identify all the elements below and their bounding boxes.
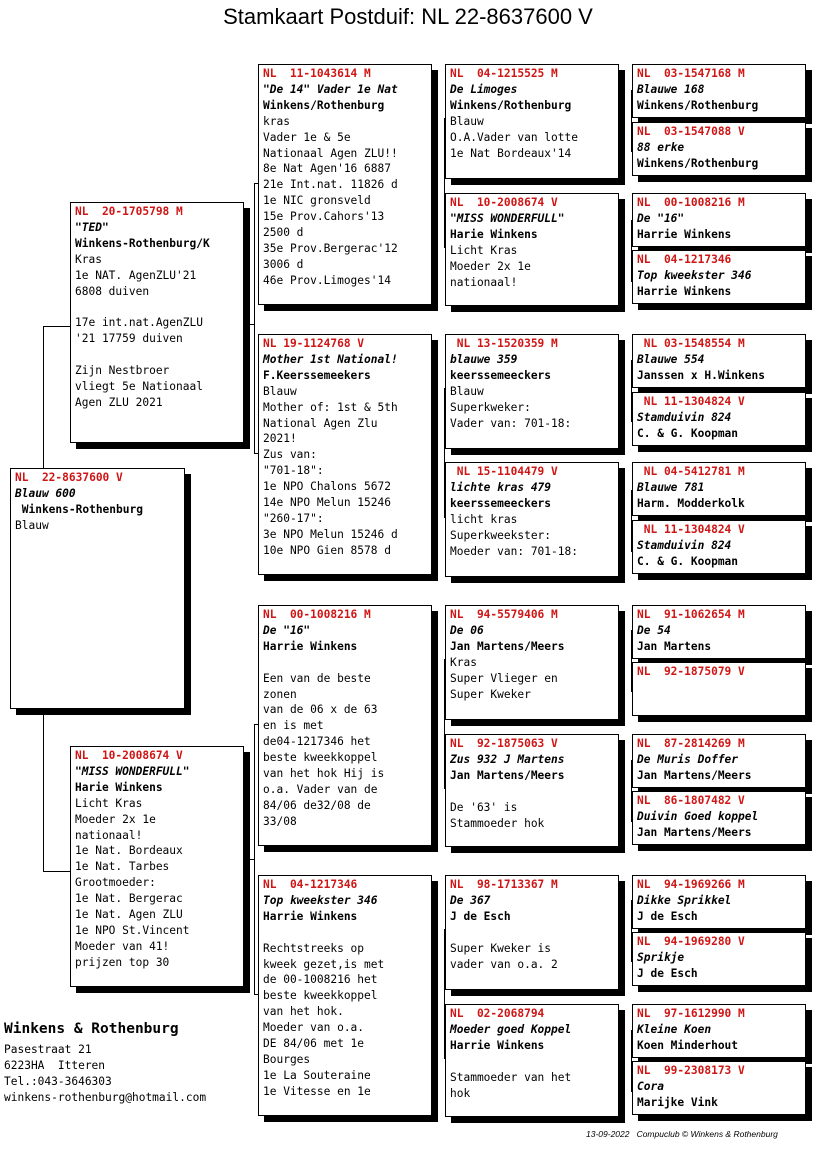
- owner: Winkens/Rothenburg: [450, 98, 572, 112]
- info-line: 1e Nat. Bergerac: [75, 892, 183, 906]
- pigeon-card-gen2: [258, 334, 432, 575]
- connector-line: [254, 183, 255, 453]
- pigeon-name: Top kweekster 346: [263, 893, 378, 907]
- info-line: nationaal!: [450, 275, 518, 289]
- info-line: Moeder 2x 1e: [75, 812, 156, 826]
- info-line: 1e NIC gronsveld: [263, 194, 371, 208]
- info-line: 35e Prov.Bergerac'12: [263, 241, 398, 255]
- info-line: De '63' is: [450, 800, 518, 814]
- pigeon-card-gen4: [632, 64, 806, 118]
- pigeon-name: Blauwe 168: [637, 82, 705, 96]
- info-line: DE 84/06 met 1e: [263, 1037, 365, 1051]
- info-line: Super Kweker is: [450, 941, 552, 955]
- info-line: 84/06 de32/08 de: [263, 798, 371, 812]
- info-line: 1e NPO St.Vincent: [75, 923, 190, 937]
- pigeon-card-gen4: [632, 462, 806, 516]
- owner: keerssemeeckers: [450, 496, 552, 510]
- pigeon-card-gen3: [445, 193, 619, 306]
- pigeon-card-gen4: [632, 193, 806, 247]
- pigeon-card-gen3: [445, 875, 619, 990]
- ring-number: NL 86-1807482 V: [637, 794, 745, 807]
- owner: Marijke Vink: [637, 1095, 718, 1109]
- info-line: Zus van:: [263, 448, 317, 462]
- pigeon-name: De 367: [450, 893, 491, 907]
- owner: Harie Winkens: [75, 780, 163, 794]
- info-line: Moeder van: 701-18:: [450, 544, 578, 558]
- info-line: Super Kweker: [450, 687, 531, 701]
- pigeon-name: De Muris Doffer: [637, 752, 739, 766]
- pigeon-name: "MISS WONDERFULL": [75, 764, 190, 778]
- ring-number: NL 13-1520359 M: [450, 337, 558, 350]
- info-line: 1e La Souteraine: [263, 1068, 371, 1082]
- breeder-street: Pasestraat 21: [4, 1043, 92, 1056]
- owner: Jan Martens/Meers: [637, 768, 752, 782]
- info-line: Rechtstreeks op: [263, 941, 365, 955]
- info-line: van het hok.: [263, 1005, 344, 1019]
- pigeon-card-gen4: [632, 662, 806, 716]
- pigeon-name: Mother 1st National!: [263, 352, 398, 366]
- pigeon-name: Blauwe 554: [637, 352, 705, 366]
- info-line: beste kweekkoppel: [263, 989, 378, 1003]
- info-line: Nationaal Agen ZLU!!: [263, 146, 398, 160]
- owner: Harrie Winkens: [263, 639, 358, 653]
- pigeon-name: Moeder goed Koppel: [450, 1022, 572, 1036]
- owner: Jan Martens/Meers: [637, 825, 752, 839]
- ring-number: NL 98-1713367 M: [450, 878, 558, 891]
- info-line: 3e NPO Melun 15246 d: [263, 527, 398, 541]
- ring-number: NL 04-1215525 M: [450, 67, 558, 80]
- pigeon-name: Blauw 600: [15, 486, 76, 500]
- ring-number: NL 87-2814269 M: [637, 737, 745, 750]
- connector-line: [43, 326, 44, 468]
- ring-number: NL 99-2308173 V: [637, 1064, 745, 1077]
- info-line: Blauw: [263, 384, 297, 398]
- info-line: Super Vlieger en: [450, 671, 558, 685]
- info-line: [75, 299, 239, 315]
- pigeon-card-gen3: [445, 1004, 619, 1117]
- info-line: 2021!: [263, 432, 297, 446]
- pigeon-name: "MISS WONDERFULL": [450, 211, 565, 225]
- info-line: 17e int.nat.AgenZLU: [75, 316, 203, 330]
- pigeon-card-gen4: [632, 1061, 806, 1115]
- info-line: Moeder van 41!: [75, 939, 170, 953]
- info-line: kweek gezet,is met: [263, 957, 385, 971]
- info-line: Blauw: [15, 518, 49, 532]
- owner: J de Esch: [450, 909, 511, 923]
- breeder-phone: Tel.:043-3646303: [4, 1074, 112, 1088]
- owner: J de Esch: [637, 966, 698, 980]
- info-line: Bourges: [263, 1052, 311, 1066]
- pigeon-card-gen4: [632, 392, 806, 446]
- pigeon-card-gen4: [632, 791, 806, 845]
- info-line: 1e NPO Chalons 5672: [263, 480, 391, 494]
- info-line: 1e Nat Bordeaux'14: [450, 146, 572, 160]
- info-line: [263, 925, 427, 941]
- breeder-info: [4, 1018, 206, 1106]
- info-line: 2500 d: [263, 226, 304, 240]
- ring-number: NL 11-1304824 V: [637, 395, 745, 408]
- owner: C. & G. Koopman: [637, 426, 739, 440]
- owner: Winkens-Rothenburg: [15, 502, 143, 516]
- info-line: [450, 1054, 614, 1070]
- info-line: 8e Nat Agen'16 6887: [263, 162, 391, 176]
- pigeon-name: De Limoges: [450, 82, 518, 96]
- info-line: 1e NAT. AgenZLU'21: [75, 268, 197, 282]
- pigeon-card-gen4: [632, 334, 806, 388]
- ring-number: NL 15-1104479 V: [450, 465, 558, 478]
- owner: Harie Winkens: [450, 227, 538, 241]
- info-line: 15e Prov.Cahors'13: [263, 210, 385, 224]
- pigeon-card-gen3: [445, 605, 619, 720]
- info-line: [75, 347, 239, 363]
- owner: Harrie Winkens: [450, 1038, 545, 1052]
- pigeon-card-subject: [10, 468, 185, 709]
- ring-number: NL 10-2008674 V: [450, 196, 558, 209]
- ring-number: NL 03-1547088 V: [637, 125, 745, 138]
- ring-number: NL 22-8637600 V: [15, 471, 123, 484]
- info-line: vader van o.a. 2: [450, 957, 558, 971]
- info-line: hok: [450, 1086, 471, 1100]
- pigeon-card-gen2: [258, 875, 432, 1116]
- info-line: Blauw: [450, 114, 484, 128]
- info-line: zonen: [263, 687, 297, 701]
- pigeon-card-gen4: [632, 520, 806, 574]
- info-line: de04-1217346 het: [263, 735, 371, 749]
- info-line: Een van de beste: [263, 671, 371, 685]
- info-line: [263, 655, 427, 671]
- pigeon-card-gen2: [258, 64, 432, 305]
- pigeon-name: lichte kras 479: [450, 480, 552, 494]
- info-line: Stammoeder van het: [450, 1070, 572, 1084]
- info-line: 6808 duiven: [75, 284, 150, 298]
- info-line: 33/08: [263, 814, 297, 828]
- owner: Jan Martens/Meers: [450, 639, 565, 653]
- owner: Harrie Winkens: [637, 284, 732, 298]
- pigeon-name: "TED": [75, 220, 109, 234]
- info-line: 1e Nat. Agen ZLU: [75, 908, 183, 922]
- pigeon-card-gen4: [632, 932, 806, 986]
- info-line: licht kras: [450, 512, 518, 526]
- info-line: Kras: [75, 252, 102, 266]
- info-line: National Agen Zlu: [263, 416, 378, 430]
- info-line: vliegt 5e Nationaal: [75, 379, 203, 393]
- info-line: [450, 925, 614, 941]
- pigeon-card-gen2: [258, 605, 432, 846]
- info-line: "701-18":: [263, 464, 324, 478]
- info-line: de 00-1008216 het: [263, 973, 378, 987]
- pigeon-card-mother: [70, 746, 244, 987]
- breeder-city: 6223HA Itteren: [4, 1058, 106, 1072]
- owner: keerssemeeckers: [450, 368, 552, 382]
- ring-number: NL 03-1548554 M: [637, 337, 745, 350]
- connector-line: [43, 709, 44, 872]
- ring-number: NL 10-2008674 V: [75, 749, 183, 762]
- pigeon-card-father: [70, 202, 244, 443]
- info-line: Agen ZLU 2021: [75, 395, 163, 409]
- pigeon-card-gen4: [632, 875, 806, 929]
- pigeon-card-gen4: [632, 734, 806, 788]
- info-line: van de 06 x de 63: [263, 703, 378, 717]
- ring-number: NL 04-1217346: [263, 878, 358, 891]
- info-line: kras: [263, 114, 290, 128]
- info-line: 10e NPO Gien 8578 d: [263, 543, 391, 557]
- info-line: 14e NPO Melun 15246: [263, 496, 391, 510]
- pigeon-name: "De 14" Vader 1e Nat: [263, 82, 398, 96]
- pigeon-name: Zus 932 J Martens: [450, 752, 565, 766]
- connector-line: [243, 324, 254, 325]
- ring-number: NL 94-5579406 M: [450, 608, 558, 621]
- pigeon-name: Dikke Sprikkel: [637, 893, 732, 907]
- info-line: Kras: [450, 655, 477, 669]
- ring-number: NL 92-1875079 V: [637, 665, 745, 678]
- info-line: Mother of: 1st & 5th: [263, 400, 398, 414]
- breeder-name: Winkens & Rothenburg: [4, 1021, 179, 1037]
- info-line: 1e Vitesse en 1e: [263, 1084, 371, 1098]
- info-line: Vader 1e & 5e: [263, 130, 351, 144]
- ring-number: NL 04-5412781 M: [637, 465, 745, 478]
- info-line: "260-17":: [263, 511, 324, 525]
- ring-number: NL 19-1124768 V: [263, 337, 365, 350]
- owner: C. & G. Koopman: [637, 554, 739, 568]
- footer-credit: 13-09-2022 Compuclub © Winkens & Rothenburg: [586, 1129, 778, 1139]
- pigeon-card-gen4: [632, 250, 806, 304]
- info-line: Licht Kras: [450, 243, 518, 257]
- page-title: Stamkaart Postduif: NL 22-8637600 V: [223, 4, 593, 29]
- owner: Winkens/Rothenburg: [637, 156, 759, 170]
- owner: Harm. Modderkolk: [637, 496, 745, 510]
- ring-number: NL 03-1547168 M: [637, 67, 745, 80]
- pigeon-card-gen3: [445, 734, 619, 847]
- owner: Harrie Winkens: [637, 227, 732, 241]
- owner: Janssen x H.Winkens: [637, 368, 765, 382]
- owner: Winkens-Rothenburg/K: [75, 236, 210, 250]
- ring-number: NL 91-1062654 M: [637, 608, 745, 621]
- info-line: Grootmoeder:: [75, 876, 156, 890]
- connector-line: [243, 859, 254, 860]
- ring-number: NL 04-1217346: [637, 253, 732, 266]
- ring-number: NL 11-1304824 V: [637, 523, 745, 536]
- info-line: beste kweekkoppel: [263, 751, 378, 765]
- info-line: Licht Kras: [75, 796, 143, 810]
- owner: Jan Martens/Meers: [450, 768, 565, 782]
- pigeon-name: Kleine Koen: [637, 1022, 712, 1036]
- owner: Jan Martens: [637, 639, 712, 653]
- info-line: '21 17759 duiven: [75, 332, 183, 346]
- connector-line: [43, 871, 71, 872]
- pigeon-name: Blauwe 781: [637, 480, 705, 494]
- owner: Winkens/Rothenburg: [263, 98, 385, 112]
- info-line: Superkweker:: [450, 400, 531, 414]
- owner: Harrie Winkens: [263, 909, 358, 923]
- ring-number: NL 00-1008216 M: [637, 196, 745, 209]
- ring-number: NL 94-1969266 M: [637, 878, 745, 891]
- pigeon-name: De 06: [450, 623, 484, 637]
- info-line: [450, 784, 614, 800]
- pigeon-name: Cora: [637, 1079, 664, 1093]
- info-line: 1e Nat. Tarbes: [75, 860, 170, 874]
- info-line: en is met: [263, 719, 324, 733]
- pigeon-name: De "16": [637, 211, 685, 225]
- owner: Winkens/Rothenburg: [637, 98, 759, 112]
- pigeon-card-gen4: [632, 1004, 806, 1058]
- connector-line: [43, 326, 71, 327]
- pigeon-name: De "16": [263, 623, 311, 637]
- info-line: 3006 d: [263, 257, 304, 271]
- info-line: O.A.Vader van lotte: [450, 130, 578, 144]
- ring-number: NL 94-1969280 V: [637, 935, 745, 948]
- pigeon-card-gen3: [445, 64, 619, 179]
- owner: Koen Minderhout: [637, 1038, 739, 1052]
- owner: J de Esch: [637, 909, 698, 923]
- info-line: 1e Nat. Bordeaux: [75, 844, 183, 858]
- pigeon-name: 88 erke: [637, 140, 685, 154]
- info-line: o.a. Vader van de: [263, 782, 378, 796]
- info-line: nationaal!: [75, 828, 143, 842]
- pigeon-name: Stamduivin 824: [637, 538, 732, 552]
- connector-line: [254, 724, 255, 994]
- info-line: 46e Prov.Limoges'14: [263, 273, 391, 287]
- pigeon-card-gen4: [632, 122, 806, 176]
- info-line: van het hok Hij is: [263, 767, 385, 781]
- info-line: 21e Int.nat. 11826 d: [263, 178, 398, 192]
- pigeon-name: Stamduivin 824: [637, 410, 732, 424]
- pigeon-name: Top kweekster 346: [637, 268, 752, 282]
- info-line: Moeder van o.a.: [263, 1021, 365, 1035]
- info-line: Stammoeder hok: [450, 816, 545, 830]
- pigeon-name: Sprikje: [637, 950, 685, 964]
- pigeon-card-gen3: [445, 462, 619, 577]
- info-line: Moeder 2x 1e: [450, 259, 531, 273]
- info-line: prijzen top 30: [75, 955, 170, 969]
- info-line: Vader van: 701-18:: [450, 416, 572, 430]
- owner: F.Keerssemeekers: [263, 368, 371, 382]
- ring-number: NL 92-1875063 V: [450, 737, 558, 750]
- pigeon-name: blauwe 359: [450, 352, 518, 366]
- ring-number: NL 20-1705798 M: [75, 205, 183, 218]
- ring-number: NL 02-2068794: [450, 1007, 545, 1020]
- ring-number: NL 11-1043614 M: [263, 67, 371, 80]
- pigeon-name: De 54: [637, 623, 671, 637]
- info-line: Zijn Nestbroer: [75, 364, 170, 378]
- info-line: Blauw: [450, 384, 484, 398]
- info-line: Superkweekster:: [450, 528, 552, 542]
- breeder-email: winkens-rothenburg@hotmail.com: [4, 1090, 207, 1104]
- ring-number: NL 97-1612990 M: [637, 1007, 745, 1020]
- pigeon-card-gen4: [632, 605, 806, 659]
- pigeon-name: Duivin Goed koppel: [637, 809, 759, 823]
- pigeon-card-gen3: [445, 334, 619, 449]
- ring-number: NL 00-1008216 M: [263, 608, 371, 621]
